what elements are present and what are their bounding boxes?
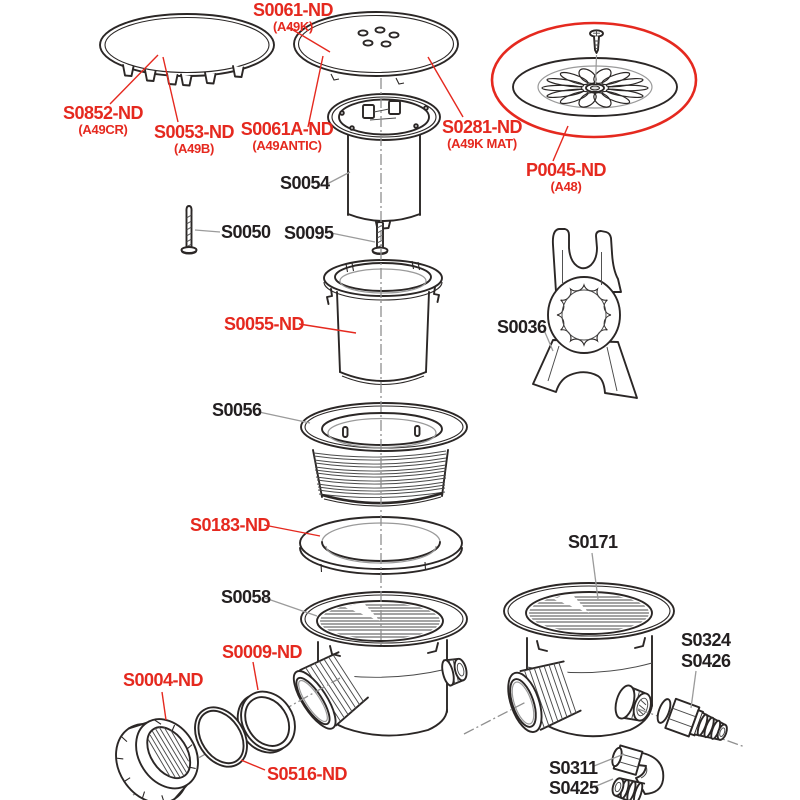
part-s0055-insert — [324, 260, 442, 385]
leader-s0061a — [308, 56, 323, 127]
label-s0516-nd: S0516-ND — [267, 764, 348, 784]
leader-s0056 — [259, 412, 310, 423]
part-s0036-wrench — [533, 229, 637, 398]
leader-s0324 — [691, 671, 696, 708]
label-s0009-nd: S0009-ND — [222, 642, 303, 662]
leader-s0009 — [253, 662, 258, 690]
part-s0056-flange — [301, 403, 467, 506]
label-s0061-nd: S0061-ND (A49K) — [252, 0, 334, 35]
part-cover-disc-chrome — [100, 14, 274, 86]
label-s0054: S0054 — [280, 173, 330, 193]
leader-s0054 — [327, 172, 350, 184]
label-s0061a-nd: S0061A-ND (A49ANTIC) — [240, 119, 334, 154]
grate-screw — [590, 30, 603, 53]
leader-s0095 — [331, 233, 375, 242]
part-s0050-screw — [182, 206, 197, 254]
part-s0311-elbow — [610, 744, 663, 800]
label-s0324: S0324 — [681, 630, 731, 650]
leader-s0004 — [162, 692, 166, 720]
label-s0050: S0050 — [221, 222, 271, 242]
label-s0056: S0056 — [212, 400, 262, 420]
label-s0055-nd: S0055-ND — [224, 314, 305, 334]
label-p0045-nd: P0045-ND (A48) — [525, 160, 607, 195]
label-s0053-nd: S0053-ND (A49B) — [153, 122, 235, 157]
label-s0311: S0311 — [549, 758, 598, 778]
label-s0095: S0095 — [284, 223, 334, 243]
part-s0171-body — [502, 583, 674, 738]
part-s0058-body — [286, 592, 469, 736]
label-s0425: S0425 — [549, 778, 599, 798]
label-s0281-nd: S0281-ND (A49K MAT) — [441, 117, 523, 152]
label-s0426: S0426 — [681, 651, 731, 671]
leader-s0050 — [195, 230, 220, 232]
part-grate-assembly — [492, 23, 696, 137]
part-s0054-body — [328, 94, 440, 229]
label-s0183-nd: S0183-ND — [190, 515, 271, 535]
label-s0171: S0171 — [568, 532, 618, 552]
part-s0324-fitting — [654, 695, 731, 748]
label-s0036: S0036 — [497, 317, 547, 337]
leader-s0516 — [241, 760, 265, 770]
leader-p0045 — [553, 126, 568, 161]
label-s0004-nd: S0004-ND — [123, 670, 204, 690]
label-s0058: S0058 — [221, 587, 271, 607]
label-s0852-nd: S0852-ND (A49CR) — [62, 103, 144, 138]
